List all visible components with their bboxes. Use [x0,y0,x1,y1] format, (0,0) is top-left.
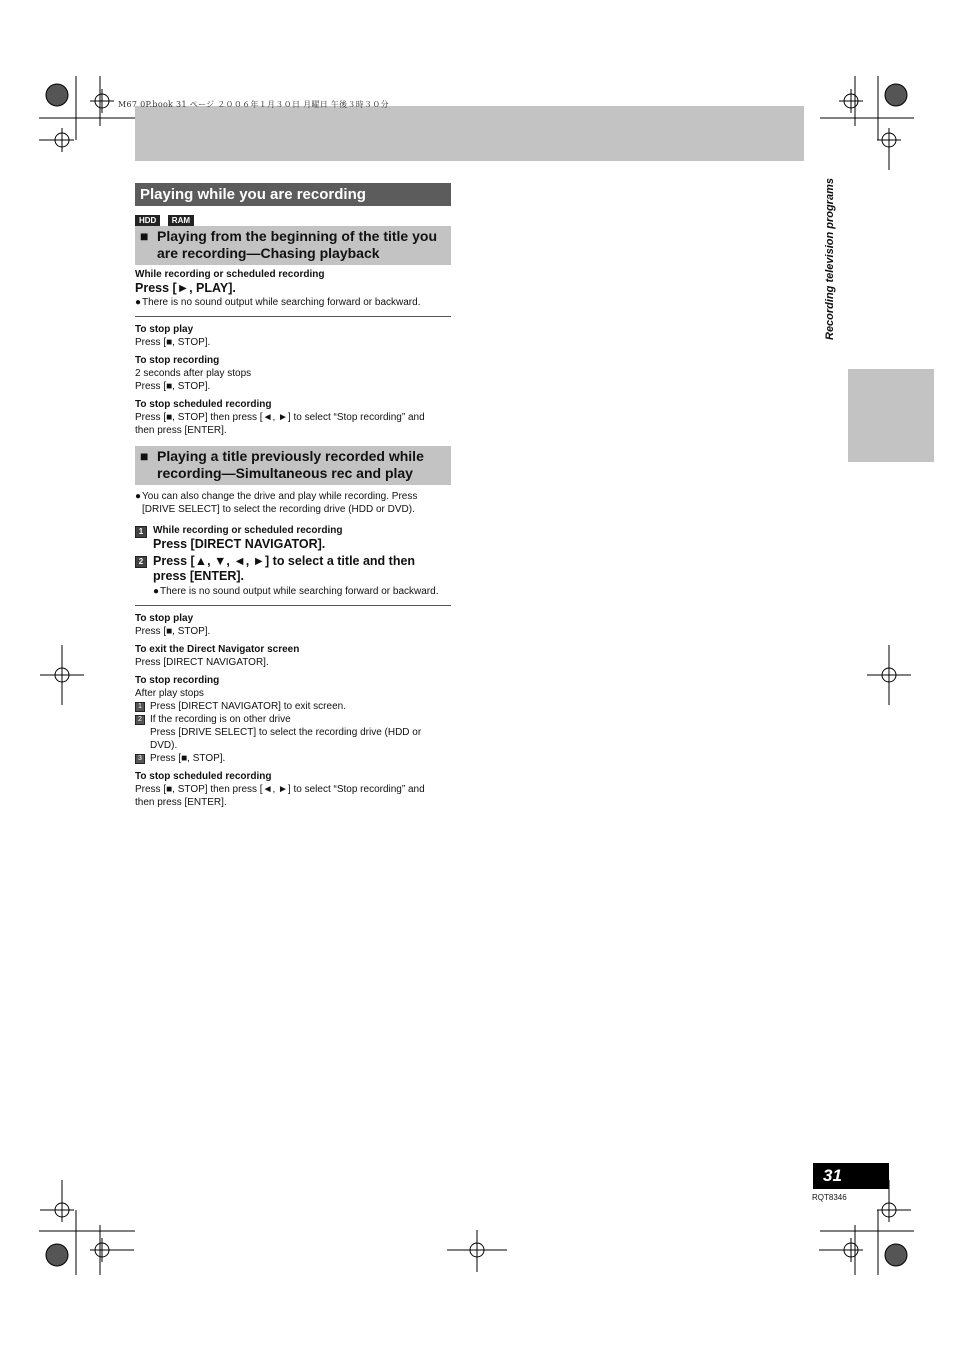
square-bullet-icon: ■ [140,228,149,244]
page-number: 31 [813,1163,889,1189]
stop-scheduled-text: Press [■, STOP] then press [◄, ►] to select “Stop recording” and [135,412,425,423]
side-label: Recording television programs [824,178,836,340]
stop-play-text: Press [■, STOP]. [135,337,211,348]
stop-scheduled-text: Press [■, STOP] then press [◄, ►] to select “Stop recording” and [135,784,425,795]
badge-row [135,210,451,225]
divider [135,316,451,317]
main-column [135,183,451,809]
press-instruction: Press [▲, ▼, ◄, ►] to select a title and then [153,554,416,568]
exit-navigator-text: Press [DIRECT NAVIGATOR]. [135,657,269,668]
stop-play-heading: To stop play [135,324,194,335]
stop-scheduled-text: then press [ENTER]. [135,425,227,436]
stop-recording-heading: To stop recording [135,675,220,686]
stop-recording-step [135,752,451,765]
condition-text: While recording or scheduled recording [153,525,343,536]
stop-recording-text: Press [■, STOP]. [135,381,211,392]
stop-play-heading: To stop play [135,613,194,624]
subsection-chasing-playback [135,226,451,265]
subsection-title-line: Playing from the beginning of the title you [157,228,437,244]
bullet-icon: ● [135,491,142,502]
print-header: M67 0P.book 31 ページ ２００６年１月３０日 月曜日 午後３時３０分 [118,100,389,109]
bullet-icon: ● [153,586,160,597]
stop-recording-intro: After play stops [135,688,204,699]
stop-recording-text: 2 seconds after play stops [135,368,252,379]
step-text: Press [■, STOP]. [150,753,226,764]
stop-recording-heading: To stop recording [135,355,220,366]
stop-scheduled-heading: To stop scheduled recording [135,399,272,410]
bullet-icon: ● [135,297,142,308]
document-code: RQT8346 [812,1193,847,1202]
step-1 [135,524,451,552]
press-instruction: press [ENTER]. [153,569,244,583]
stop-play-text: Press [■, STOP]. [135,626,211,637]
step-number: 2 [135,556,147,568]
condition-text: While recording or scheduled recording [135,269,325,280]
step-number: 2 [135,715,145,725]
subsection-title-line: Playing a title previously recorded while [157,448,424,464]
subsection-title-line: recording—Simultaneous rec and play [157,465,413,481]
divider [135,605,451,606]
step-2 [135,554,451,598]
section-title: Playing while you are recording [135,183,451,206]
hdd-badge: HDD [135,215,160,227]
note-bullet: ● There is no sound output while searching forward or backward. [135,297,421,308]
step-number: 1 [135,526,147,538]
square-bullet-icon: ■ [140,448,149,464]
stop-scheduled-heading: To stop scheduled recording [135,771,272,782]
step-number: 1 [135,702,145,712]
exit-navigator-heading: To exit the Direct Navigator screen [135,644,300,655]
subsection-title-line: are recording—Chasing playback [157,245,380,261]
stop-recording-step [135,700,451,713]
ram-badge: RAM [168,215,194,227]
step-text: DVD). [150,740,178,751]
step-text: If the recording is on other drive [150,714,291,725]
note-bullet-cont: [DRIVE SELECT] to select the recording drive (HDD or DVD). [142,504,415,515]
subsection-simultaneous [135,446,451,485]
side-tab [848,369,934,462]
press-instruction: Press [DIRECT NAVIGATOR]. [153,537,326,551]
step-number: 3 [135,754,145,764]
stop-scheduled-text: then press [ENTER]. [135,797,227,808]
step-text: Press [DRIVE SELECT] to select the recording drive (HDD or [150,727,422,738]
note-bullet: ● There is no sound output while searching forward or backward. [153,586,439,597]
press-instruction: Press [►, PLAY]. [135,281,236,295]
header-band [135,106,804,161]
step-text: Press [DIRECT NAVIGATOR] to exit screen. [150,701,346,712]
stop-recording-step [135,713,451,752]
note-bullet: ● You can also change the drive and play while recording. Press [135,491,418,502]
